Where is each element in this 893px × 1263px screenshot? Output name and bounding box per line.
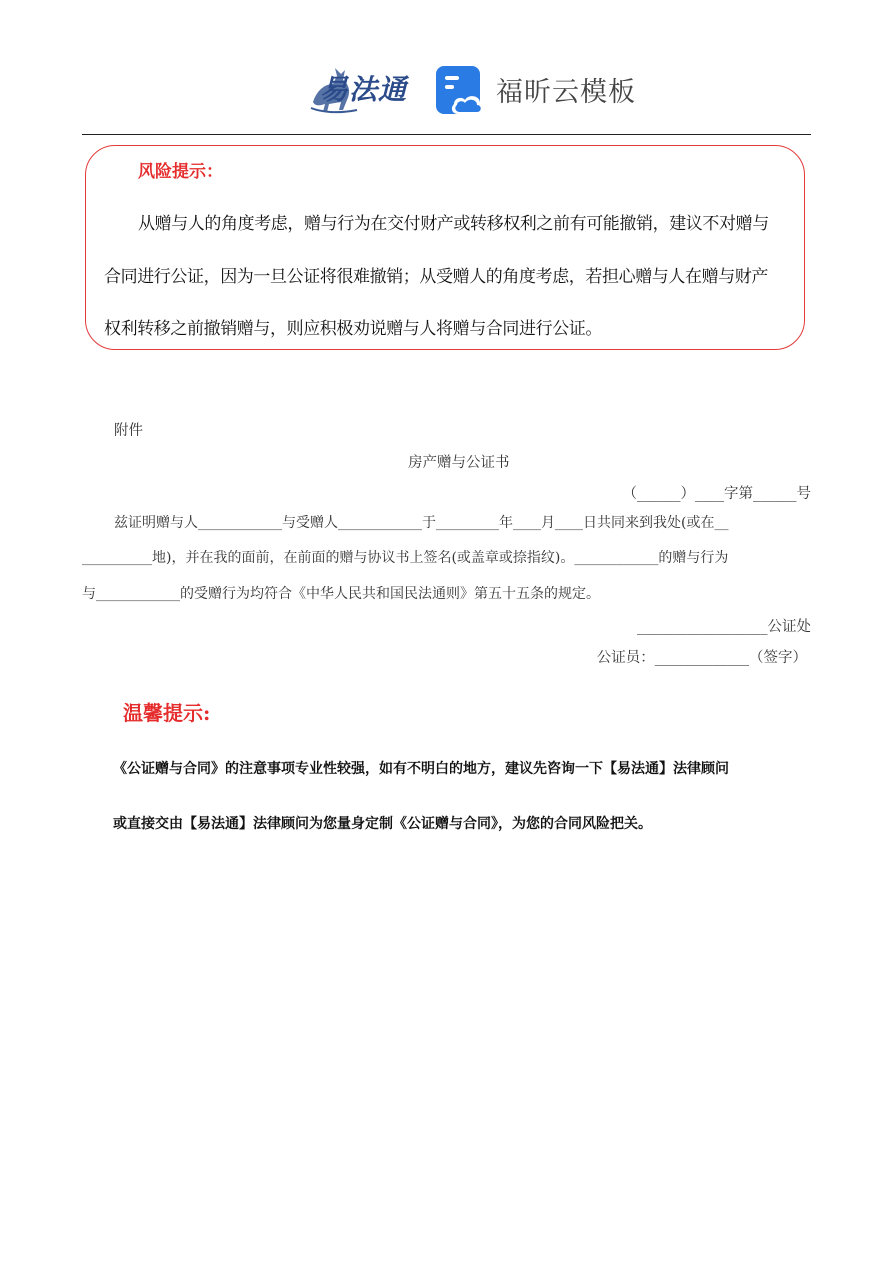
- document-ref: （______）____字第______号: [622, 486, 811, 502]
- warm-tip-title: 温馨提示:: [123, 701, 211, 725]
- risk-title: 风险提示：: [138, 162, 223, 182]
- attachment-label: 附件: [114, 423, 143, 439]
- logo-left-text: 易法通: [320, 73, 408, 106]
- risk-line-1: 从赠与人的角度考虑，赠与行为在交付财产或转移权利之前有可能撤销，建议不对赠与: [138, 214, 769, 234]
- notary-signature: 公证员：_____________（签字）: [596, 650, 807, 666]
- page-header: [0, 58, 893, 122]
- header-divider: [82, 134, 811, 135]
- document-body-line-3: 与____________的受赠行为均符合《中华人民共和国民法通则》第五十五条的规定。: [82, 586, 600, 602]
- document-body-line-1: 兹证明赠与人____________与受赠人____________于_________年____月____日共同来到我处(或在__: [114, 515, 729, 531]
- warm-tip-line-2: 或直接交由【易法通】法律顾问为您量身定制《公证赠与合同》，为您的合同风险把关。: [113, 816, 652, 832]
- document-body-line-2: __________地)，并在我的面前，在前面的赠与协议书上签名(或盖章或捺指纹)。____________的赠与行为: [82, 550, 729, 566]
- risk-line-2: 合同进行公证，因为一旦公证将很难撤销；从受赠人的角度考虑，若担心赠与人在赠与财产: [104, 267, 768, 287]
- warm-tip-line-1: 《公证赠与合同》的注意事项专业性较强，如有不明白的地方，建议先咨询一下【易法通】法律顾问: [113, 761, 729, 777]
- cloud-document-icon: [436, 66, 488, 118]
- logo-right-text: 福昕云模板: [496, 77, 636, 108]
- risk-line-3: 权利转移之前撤销赠与，则应积极劝说赠与人将赠与合同进行公证。: [104, 319, 602, 339]
- notary-office: __________________公证处: [637, 619, 811, 635]
- document-title: 房产赠与公证书: [408, 455, 510, 471]
